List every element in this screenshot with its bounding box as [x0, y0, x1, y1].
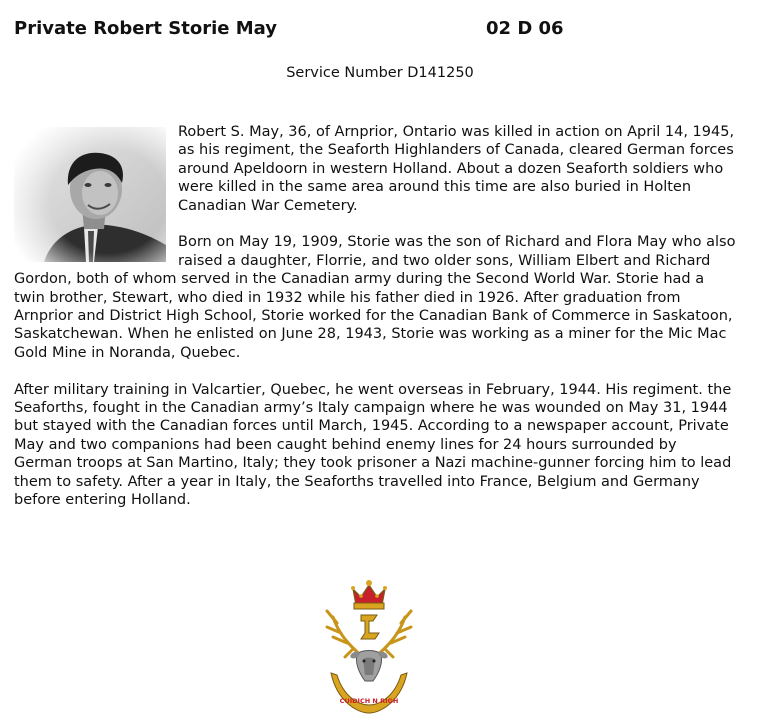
stag-head-icon	[349, 650, 389, 681]
cypher-l-icon	[361, 615, 379, 639]
seaforth-highlanders-badge-icon	[323, 577, 415, 715]
page-title: Private Robert Storie May	[14, 18, 277, 39]
biography	[14, 123, 736, 528]
paragraph-1: Robert S. May, 36, of Arnprior, Ontario was killed in action on April 14, 1945, as his regiment, the Seaforth Highlanders of Canada, cleared German forces around Apeldoorn in western Holland. About a dozen Seaforth soldiers who were killed in the same area around this time are also buried in Holten Canadian War Cemetery.	[178, 124, 735, 214]
service-number: Service Number D141250	[286, 65, 474, 81]
paragraph-3: After military training in Valcartier, Quebec, he went overseas in February, 1944. His regiment. the Seaforths, fought in the Canadian army’s Italy campaign where he was wounded on May 31, 1944 but stayed with the Canadian forces until March, 1945. According to a newspaper account, Private May and two companions had been caught behind enemy lines for 24 hours surrounded by German troops at San Martino, Italy; they took prisoner a Nazi machine-gunner forcing him to lead them to safety. After a year in Italy, the Seaforths travelled into France, Belgium and Germany before entering Holland.	[14, 381, 732, 509]
portrait-photo-icon	[14, 127, 166, 262]
grave-reference: 02 D 06	[486, 18, 564, 39]
paragraph-2: Born on May 19, 1909, Storie was the son of Richard and Flora May who also raised a daughter, Florrie, and two older sons, William Elbert and Richard Gordon, both of whom served in the Canadian army during the Second World War. Storie had a twin brother, Stewart, who died in 1932 while his father died in 1926. After graduation from Arnprior and District High School, Storie worked for the Canadian Bank of Commerce in Saskatoon, Saskatchewan. When he enlisted on June 28, 1943, Storie was working as a miner for the Mic Mac Gold Mine in Noranda, Quebec.	[14, 234, 736, 361]
crown-icon	[351, 580, 387, 609]
svg-text:CUIDICH N RIGH: CUIDICH N RIGH	[339, 697, 399, 705]
